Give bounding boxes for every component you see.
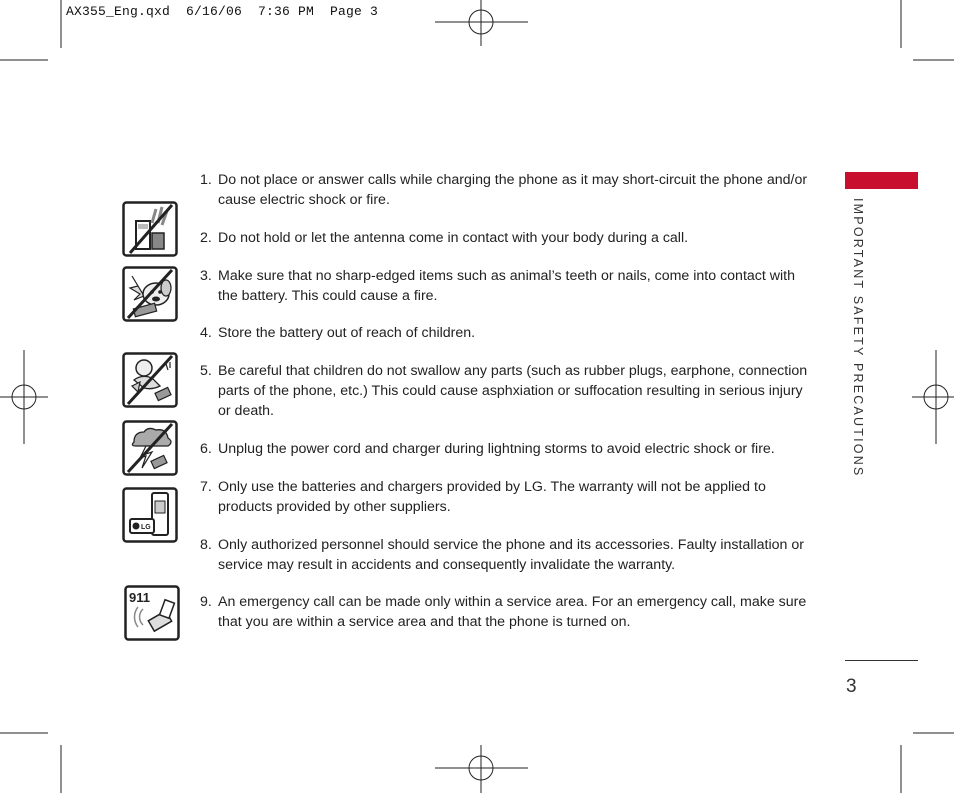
list-item <box>200 170 810 210</box>
item-number: 4. <box>200 325 212 341</box>
item-number: 5. <box>200 363 212 379</box>
no-charging-call-icon <box>122 201 178 257</box>
emergency-911-icon <box>124 585 180 641</box>
item-number: 1. <box>200 172 212 188</box>
list-item <box>200 477 810 517</box>
item-text: Only authorized personnel should service the phone and its accessories. Faulty installation or service may result in accidents and consequently invalidate the warranty. <box>218 537 804 573</box>
item-number: 7. <box>200 479 212 495</box>
item-number: 2. <box>200 230 212 246</box>
item-text: An emergency call can be made only within a service area. For an emergency call, make sure that you are within a service area and that the phone is turned on. <box>218 594 807 630</box>
list-item <box>200 535 810 575</box>
print-slug: AX355_Eng.qxd 6/16/06 7:36 PM Page 3 <box>66 4 379 19</box>
item-number: 3. <box>200 268 212 284</box>
item-text: Store the battery out of reach of children. <box>218 325 476 341</box>
list-item <box>200 323 810 343</box>
footer-rule <box>845 660 918 661</box>
item-text: Be careful that children do not swallow any parts (such as rubber plugs, earphone, connection parts of the phone, etc.) This could cause asphxiation or suffocation resulting in serious injury or death. <box>218 363 808 419</box>
item-text: Make sure that no sharp-edged items such as animal’s teeth or nails, come into contact with the battery. This could cause a fire. <box>218 268 795 304</box>
lg-battery-label: LG <box>141 524 151 531</box>
item-text: Do not place or answer calls while charging the phone as it may short-circuit the phone and/or cause electric shock or fire. <box>218 172 808 208</box>
safety-list <box>200 170 810 632</box>
list-item <box>200 266 810 306</box>
item-number: 9. <box>200 594 212 610</box>
emergency-911-label: 911 <box>129 590 150 605</box>
lightning-storm-icon <box>122 420 178 476</box>
item-text: Do not hold or let the antenna come in contact with your body during a call. <box>218 230 689 246</box>
section-title: IMPORTANT SAFETY PRECAUTIONS <box>851 198 865 478</box>
list-item <box>200 361 810 421</box>
list-item <box>200 228 810 248</box>
list-item <box>200 592 810 632</box>
child-safety-icon <box>122 352 178 408</box>
page-number: 3 <box>846 676 857 697</box>
list-item <box>200 439 810 459</box>
item-number: 8. <box>200 537 212 553</box>
item-text: Unplug the power cord and charger during lightning storms to avoid electric shock or fire. <box>218 441 775 457</box>
lg-battery-icon <box>122 487 178 543</box>
item-number: 6. <box>200 441 212 457</box>
item-text: Only use the batteries and chargers provided by LG. The warranty will not be applied to products provided by other suppliers. <box>218 479 766 515</box>
section-tab-marker <box>845 172 918 189</box>
no-sharp-teeth-icon <box>122 266 178 322</box>
